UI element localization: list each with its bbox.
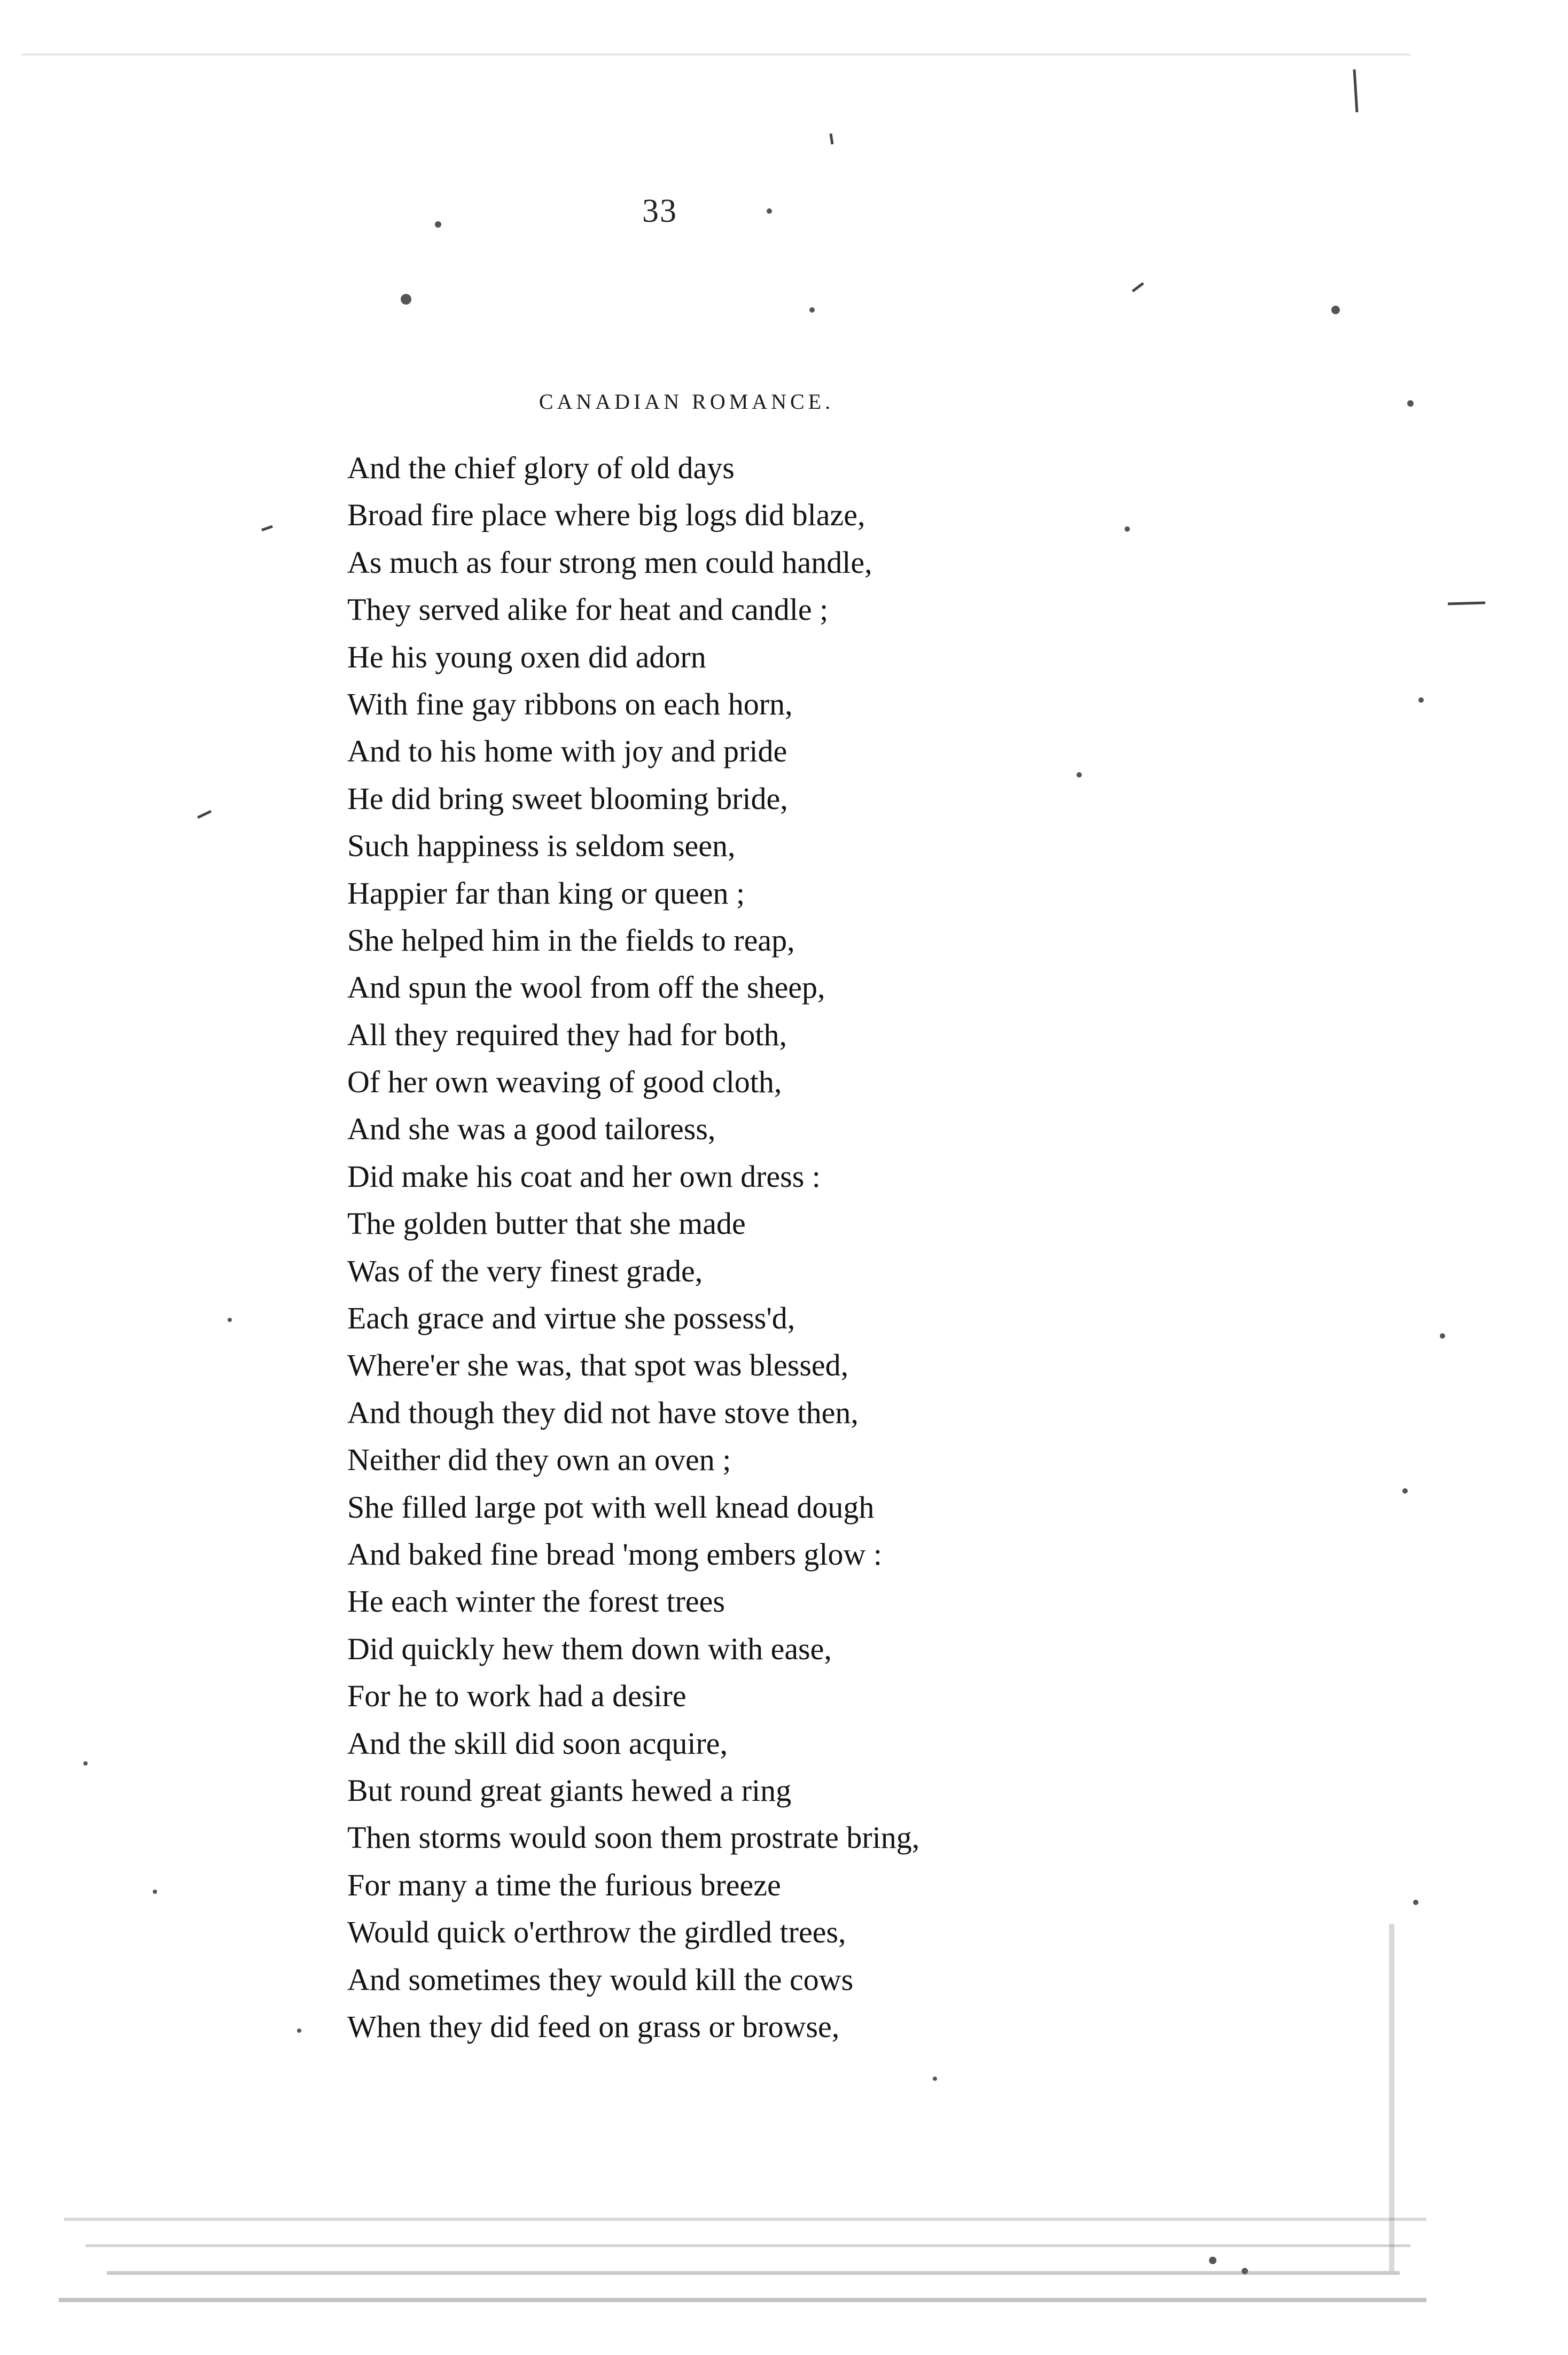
poem-line: Such happiness is seldom seen, bbox=[347, 828, 736, 864]
poem-line: Would quick o'erthrow the girdled trees, bbox=[347, 1915, 846, 1950]
poem-line: And the skill did soon acquire, bbox=[347, 1726, 728, 1761]
poem-line: And the chief glory of old days bbox=[347, 450, 735, 485]
poem-line: Each grace and virtue she possess'd, bbox=[347, 1301, 795, 1336]
poem-line: And sometimes they would kill the cows bbox=[347, 1962, 854, 1997]
poem-line: But round great giants hewed a ring bbox=[347, 1773, 792, 1808]
poem-line: Then storms would soon them prostrate bring, bbox=[347, 1820, 920, 1855]
page-number: 33 bbox=[642, 193, 677, 229]
poem-line: For he to work had a desire bbox=[347, 1678, 687, 1714]
poem-line: Neither did they own an oven ; bbox=[347, 1442, 731, 1478]
poem-line: He his young oxen did adorn bbox=[347, 639, 706, 674]
poem-line: She filled large pot with well knead dough bbox=[347, 1489, 875, 1525]
poem-line: And baked fine bread 'mong embers glow : bbox=[347, 1536, 883, 1572]
poem-line: And she was a good tailoress, bbox=[347, 1112, 716, 1147]
poem-line: They served alike for heat and candle ; bbox=[347, 592, 829, 627]
poem-line: Of her own weaving of good cloth, bbox=[347, 1064, 782, 1100]
poem-line: Happier far than king or queen ; bbox=[347, 875, 745, 911]
poem-line: And though they did not have stove then, bbox=[347, 1395, 859, 1430]
poem-line: As much as four strong men could handle, bbox=[347, 545, 872, 580]
poem-line: And to his home with joy and pride bbox=[347, 734, 787, 769]
poem-line: He each winter the forest trees bbox=[347, 1584, 725, 1619]
poem-line: Did make his coat and her own dress : bbox=[347, 1159, 821, 1194]
poem-line: Did quickly hew them down with ease, bbox=[347, 1631, 832, 1666]
poem-line: Broad fire place where big logs did blaze, bbox=[347, 498, 865, 533]
poem-line: With fine gay ribbons on each horn, bbox=[347, 686, 793, 721]
poem-line: He did bring sweet blooming bride, bbox=[347, 781, 788, 816]
poem-line: Was of the very finest grade, bbox=[347, 1253, 703, 1288]
poem-line: Where'er she was, that spot was blessed, bbox=[347, 1348, 849, 1383]
poem-line: And spun the wool from off the sheep, bbox=[347, 970, 825, 1005]
poem-line: For many a time the furious breeze bbox=[347, 1867, 781, 1902]
poem-text bbox=[347, 445, 1255, 2050]
poem-line: When they did feed on grass or browse, bbox=[347, 2009, 840, 2044]
poem-line: She helped him in the fields to reap, bbox=[347, 922, 795, 958]
poem-line: All they required they had for both, bbox=[347, 1017, 787, 1052]
poem-line: The golden butter that she made bbox=[347, 1206, 746, 1241]
running-head: CANADIAN ROMANCE. bbox=[539, 390, 834, 414]
